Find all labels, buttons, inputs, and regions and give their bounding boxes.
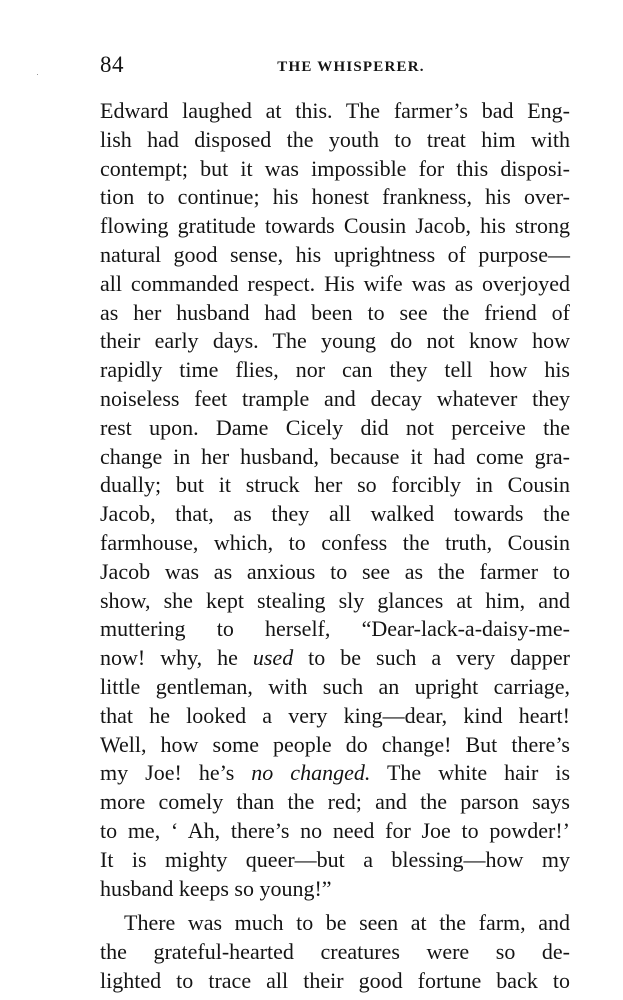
text-run: to be such a very dapper <box>293 645 570 671</box>
paragraph <box>100 909 570 995</box>
emphasis-text: no changed. <box>251 760 371 786</box>
text-line: contempt; but it was impossible for this disposi- <box>100 155 570 181</box>
paragraph <box>100 97 570 903</box>
body-text <box>100 97 570 996</box>
text-line: noiseless feet trample and decay whatever they <box>100 385 570 411</box>
text-run: The white hair is <box>370 760 571 786</box>
text-line: It is mighty queer—but a blessing—how my <box>100 846 570 872</box>
text-line: There was much to be seen at the farm, and <box>124 910 570 936</box>
text-line: dually; but it struck her so forcibly in Cousin <box>100 472 570 498</box>
margin-speck <box>37 74 38 75</box>
text-line: little gentleman, with such an upright carriage, <box>100 673 570 699</box>
text-line: their early days. The young do not know how <box>100 328 570 354</box>
text-line: lighted to trace all their good fortune back to <box>100 967 570 993</box>
text-line <box>100 644 570 673</box>
text-run: now! why, he <box>100 645 253 671</box>
text-line: as her husband had been to see the friend of <box>100 299 570 325</box>
text-line: flowing gratitude towards Cousin Jacob, his strong <box>100 213 570 239</box>
text-line: Jacob, that, as they all walked towards the <box>100 501 570 527</box>
text-line: to me, ‘ Ah, there’s no need for Joe to powder!’ <box>100 817 570 843</box>
text-line: husband keeps so young!” <box>100 875 332 901</box>
text-line: the grateful-hearted creatures were so de- <box>100 939 570 965</box>
text-line: show, she kept stealing sly glances at him, and <box>100 587 570 613</box>
text-line: rapidly time flies, nor can they tell how his <box>100 357 570 383</box>
page-header <box>100 52 562 82</box>
text-line: Well, how some people do change! But there’s <box>100 731 570 757</box>
text-line: tion to continue; his honest frankness, his over- <box>100 184 570 210</box>
text-line <box>100 759 570 788</box>
text-line: farmhouse, which, to confess the truth, Cousin <box>100 529 570 555</box>
running-head: THE WHISPERER. <box>277 59 425 75</box>
page-number: 84 <box>100 52 124 77</box>
text-line: lish had disposed the youth to treat him with <box>100 126 570 152</box>
text-line: change in her husband, because it had come gra- <box>100 443 570 469</box>
text-line: Edward laughed at this. The farmer’s bad Eng- <box>100 98 570 123</box>
text-run: my Joe! he’s <box>100 760 252 786</box>
text-line: more comely than the red; and the parson says <box>100 789 570 815</box>
text-line: all commanded respect. His wife was as overjoyed <box>100 270 570 296</box>
emphasis-text: used <box>252 645 294 671</box>
text-line: Jacob was as anxious to see as the farmer to <box>100 558 570 584</box>
text-line: muttering to herself, “Dear-lack-a-daisy-me- <box>100 616 570 642</box>
text-line: natural good sense, his uprightness of purpose— <box>100 241 570 267</box>
text-line: that he looked a very king—dear, kind heart! <box>100 702 570 728</box>
text-line: rest upon. Dame Cicely did not perceive the <box>100 414 570 440</box>
